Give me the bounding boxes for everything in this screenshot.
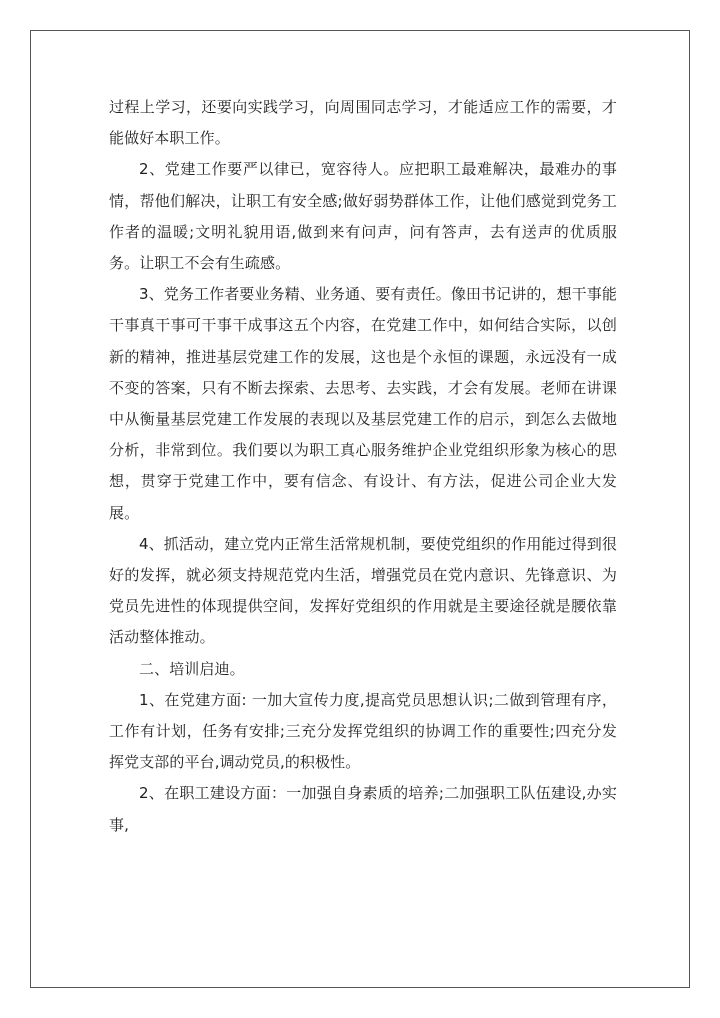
paragraph-training-item-2: 2、在职工建设方面：一加强自身素质的培养;二加强职工队伍建设,办实事, xyxy=(109,784,617,834)
paragraph-training-item-1: 1、在党建方面: 一加大宣传力度,提高党员思想认识;二做到管理有序，工作有计划，任务有安排;三充分发挥党组织的协调工作的重要性;四充分发挥党支部的平台,调动党员,的积极性。 xyxy=(109,690,617,772)
document-body xyxy=(109,92,617,841)
paragraph-item-3: 3、党务工作者要业务精、业务通、要有责任。像田书记讲的，想干事能干事真干事可干事干成事这五个内容，在党建工作中，如何结合实际，以创新的精神，推进基层党建工作的发展，这也是个永恒的课题，永远没有一成不变的答案，只有不断去探索、去思考、去实践，才会有发展。老师在讲课中从衡量基层党建工作发展的表现以及基层党建工作的启示，到怎么去做地分析，非常到位。我们要以为职工真心服务维护企业党组织形象为核心的思想，贯穿于党建工作中，要有信念、有设计、有方法，促进公司企业大发展。 xyxy=(109,285,617,522)
paragraph-item-4: 4、抓活动，建立党内正常生活常规机制，要使党组织的作用能过得到很好的发挥，就必须支持规范党内生活，增强党员在党内意识、先锋意识、为党员先进性的体现提供空间，发挥好党组织的作用就是主要途径就是腰依靠活动整体推动。 xyxy=(109,534,617,647)
paragraph-continuation: 过程上学习，还要向实践学习，向周围同志学习，才能适应工作的需要，才能做好本职工作。 xyxy=(109,98,617,148)
section-heading-training: 二、培训启迪。 xyxy=(139,659,245,678)
paragraph-item-2: 2、党建工作要严以律已，宽容待人。应把职工最难解决，最难办的事情，帮他们解决，让职工有安全感;做好弱势群体工作，让他们感觉到党务工作者的温暖;文明礼貌用语,做到来有问声，问有答声，去有送声的优质服务。让职工不会有生疏感。 xyxy=(109,160,617,273)
